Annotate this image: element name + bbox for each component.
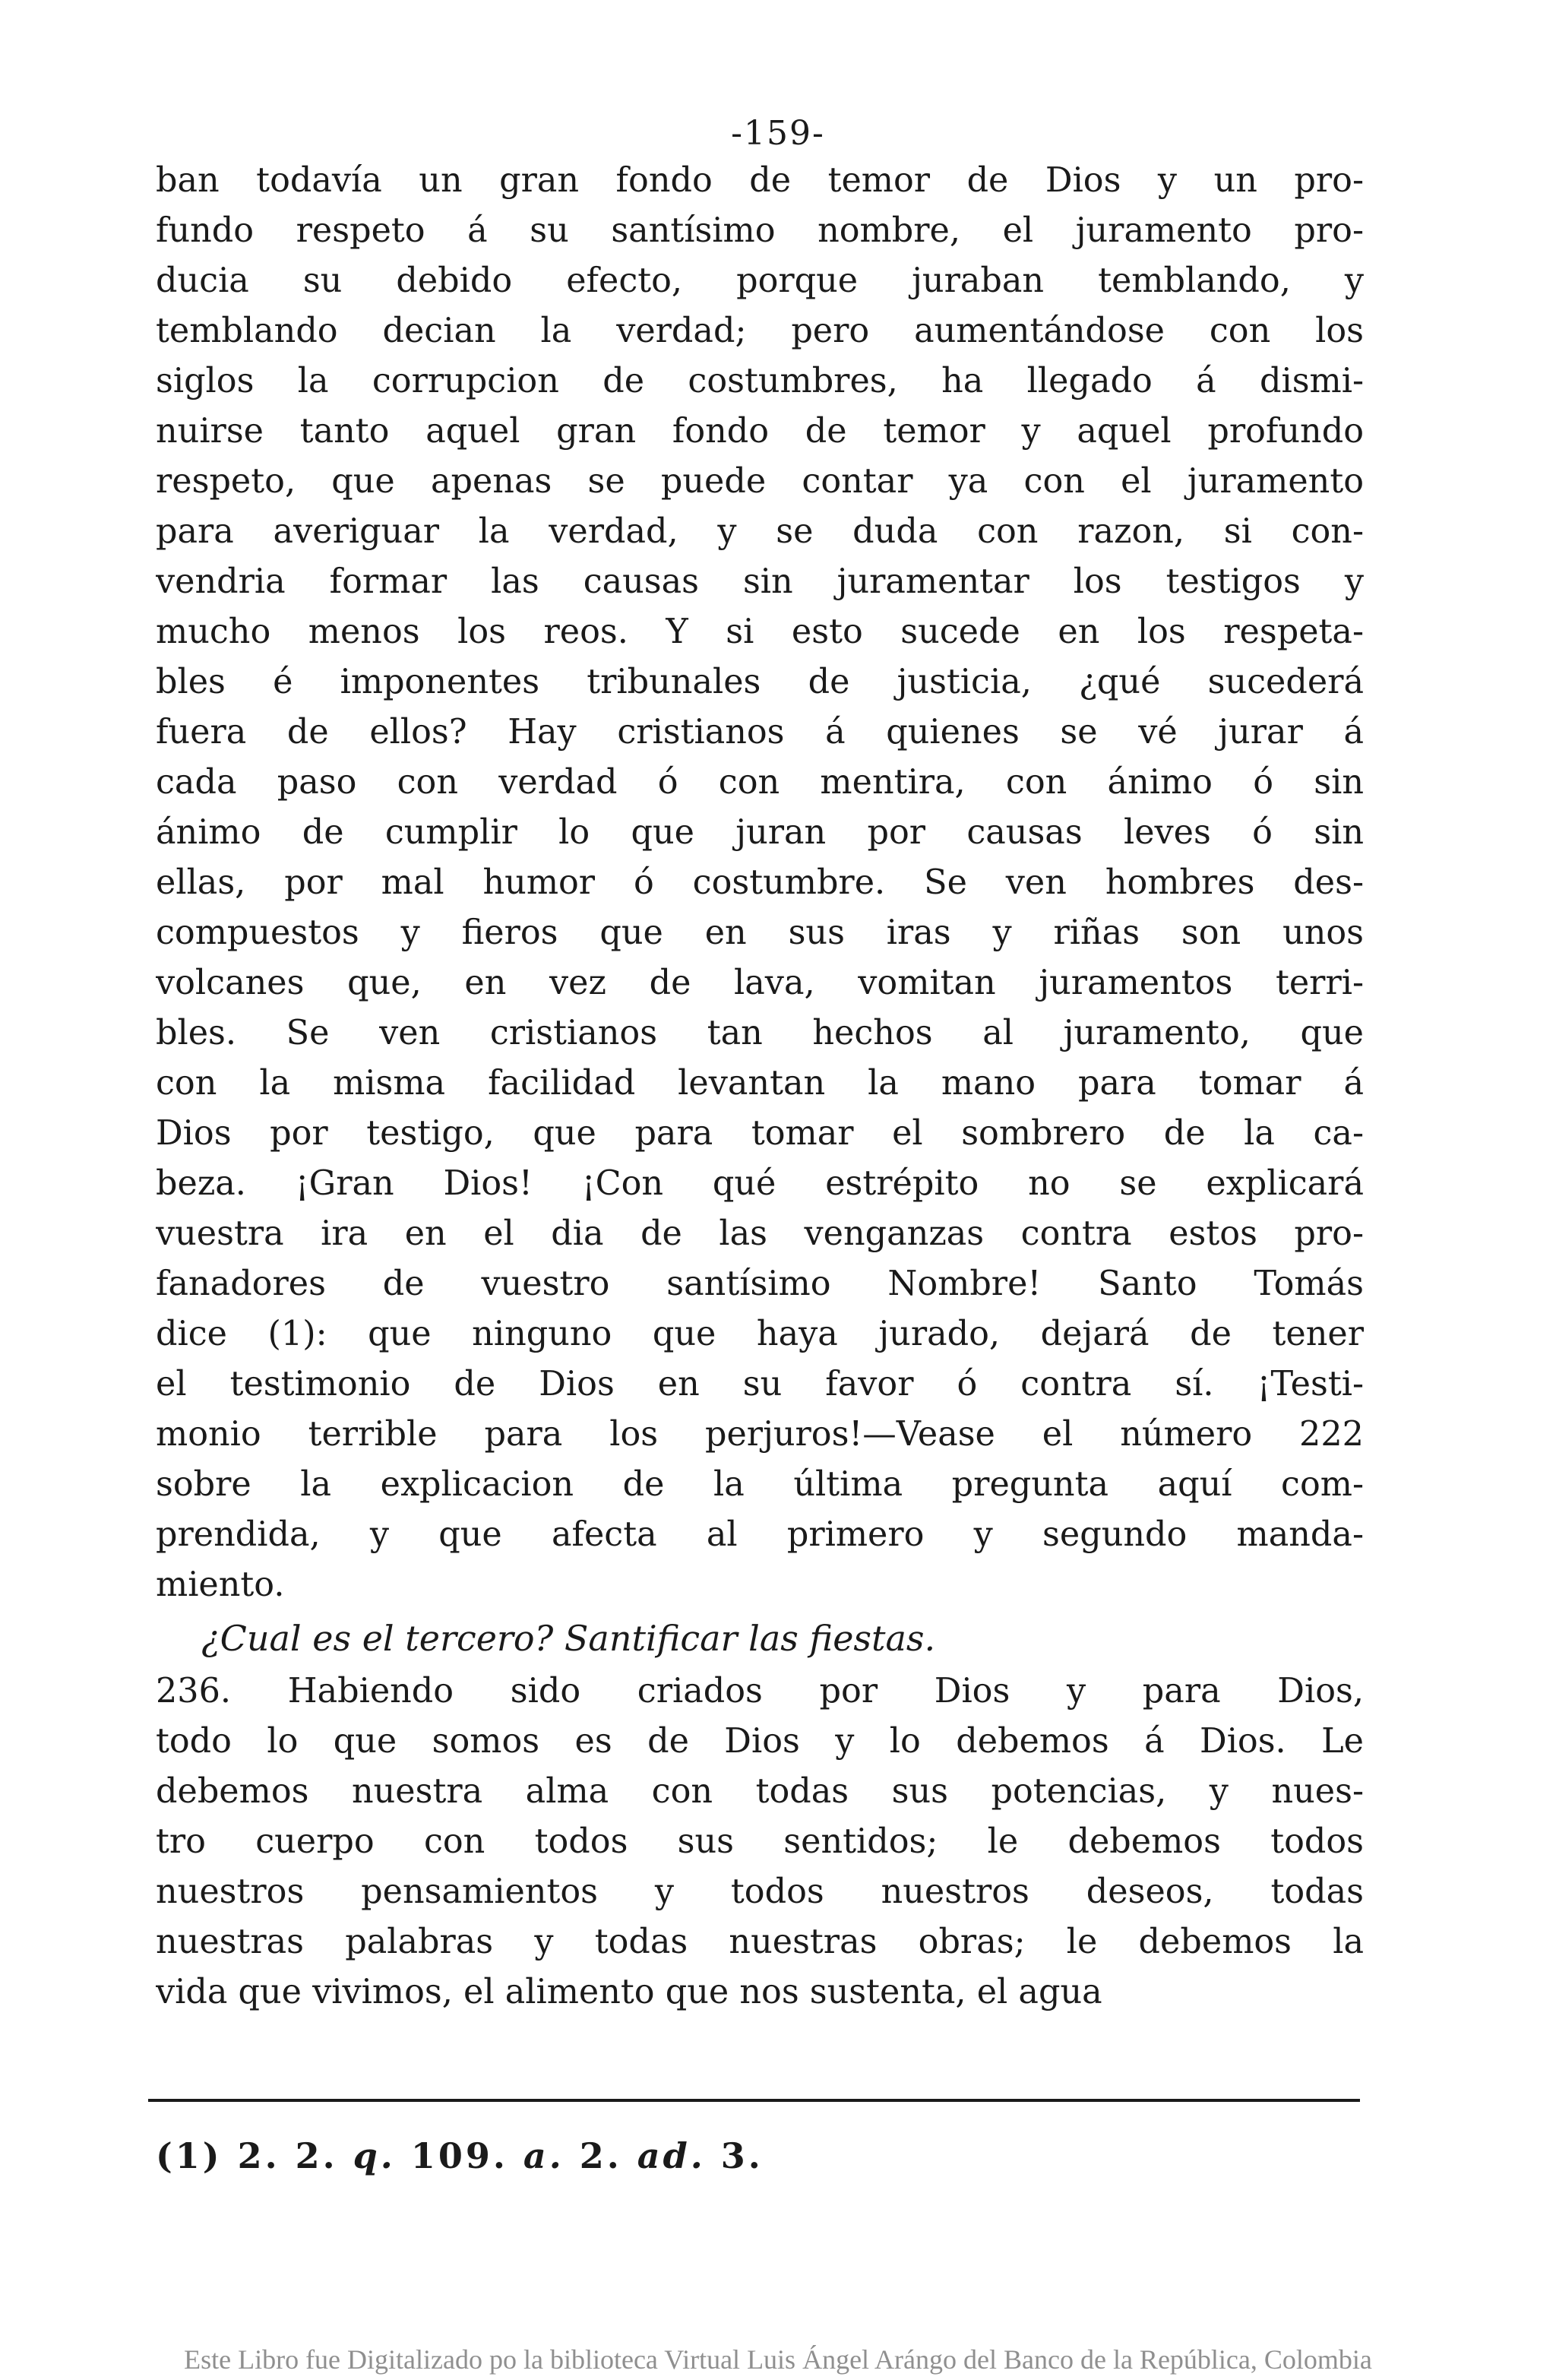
text-line: Dios por testigo, que para tomar el sombrero de la ca- bbox=[156, 1114, 1364, 1153]
footnote bbox=[156, 2135, 764, 2176]
text-line: miento. bbox=[156, 1565, 285, 1604]
text-line: prendida, y que afecta al primero y segundo manda- bbox=[156, 1515, 1364, 1554]
text-line: para averiguar la verdad, y se duda con razon, si con- bbox=[156, 512, 1364, 551]
text-line: nuestros pensamientos y todos nuestros deseos, todas bbox=[156, 1872, 1364, 1911]
footnote-ref: 3. bbox=[720, 2135, 764, 2176]
text-line: compuestos y fieros que en sus iras y riñas son unos bbox=[156, 913, 1364, 952]
text-line: tro cuerpo con todos sus sentidos; le debemos todos bbox=[156, 1822, 1364, 1861]
text-line: vida que vivimos, el alimento que nos sustenta, el agua bbox=[156, 1973, 1102, 2011]
footnote-ref: 109. bbox=[410, 2135, 508, 2176]
text-line: fuera de ellos? Hay cristianos á quienes se vé jurar á bbox=[156, 713, 1364, 752]
text-line: temblando decian la verdad; pero aumentándose con los bbox=[156, 312, 1364, 350]
text-line: siglos la corrupcion de costumbres, ha llegado á dismi- bbox=[156, 362, 1364, 400]
text-line: dice (1): que ninguno que haya jurado, dejará de tener bbox=[156, 1315, 1364, 1353]
text-line: vendria formar las causas sin juramentar los testigos y bbox=[156, 562, 1364, 601]
footnote-ref: 2. bbox=[579, 2135, 622, 2176]
text-line: bles. Se ven cristianos tan hechos al juramento, que bbox=[156, 1014, 1364, 1052]
text-line: vuestra ira en el dia de las venganzas contra estos pro- bbox=[156, 1214, 1364, 1253]
text-line: nuestras palabras y todas nuestras obras; le debemos la bbox=[156, 1923, 1364, 1961]
catechism-question: ¿Cual es el tercero? Santificar las fiestas. bbox=[201, 1618, 936, 1659]
footnote-ref: q. bbox=[353, 2135, 396, 2176]
footnote-divider bbox=[148, 2099, 1360, 2102]
text-line: ban todavía un gran fondo de temor de Dios y un pro- bbox=[156, 161, 1364, 200]
text-line: beza. ¡Gran Dios! ¡Con qué estrépito no se explicará bbox=[156, 1164, 1364, 1203]
text-line: con la misma facilidad levantan la mano para tomar á bbox=[156, 1064, 1364, 1103]
footnote-marker: (1) bbox=[156, 2135, 223, 2176]
text-line: bles é imponentes tribunales de justicia, ¿qué sucederá bbox=[156, 663, 1364, 701]
page-number: -159- bbox=[731, 114, 825, 153]
body-text bbox=[156, 156, 1364, 2018]
text-line: ducia su debido efecto, porque juraban temblando, y bbox=[156, 261, 1364, 300]
text-line: sobre la explicacion de la última pregunta aquí com- bbox=[156, 1465, 1364, 1504]
text-line: todo lo que somos es de Dios y lo debemos á Dios. Le bbox=[156, 1722, 1364, 1761]
text-line: ellas, por mal humor ó costumbre. Se ven hombres des- bbox=[156, 863, 1364, 902]
footnote-ref: a. bbox=[523, 2135, 565, 2176]
text-line: volcanes que, en vez de lava, vomitan juramentos terri- bbox=[156, 964, 1364, 1002]
text-line: monio terrible para los perjuros!—Vease el número 222 bbox=[156, 1415, 1364, 1454]
text-line: fanadores de vuestro santísimo Nombre! Santo Tomás bbox=[156, 1264, 1364, 1303]
text-line: debemos nuestra alma con todas sus potencias, y nues- bbox=[156, 1772, 1364, 1811]
numbered-paragraph-236 bbox=[156, 1666, 1364, 2018]
text-line: nuirse tanto aquel gran fondo de temor y aquel profundo bbox=[156, 412, 1364, 451]
text-line: el testimonio de Dios en su favor ó contra sí. ¡Testi- bbox=[156, 1365, 1364, 1404]
footnote-ref: ad. bbox=[637, 2135, 706, 2176]
text-line: fundo respeto á su santísimo nombre, el juramento pro- bbox=[156, 211, 1364, 250]
text-line: respeto, que apenas se puede contar ya con el juramento bbox=[156, 462, 1364, 501]
text-line: mucho menos los reos. Y si esto sucede en los respeta- bbox=[156, 612, 1364, 651]
body-paragraph bbox=[156, 156, 1364, 1610]
text-line: 236. Habiendo sido criados por Dios y para Dios, bbox=[156, 1672, 1364, 1711]
text-line: ánimo de cumplir lo que juran por causas leves ó sin bbox=[156, 813, 1364, 852]
text-line: cada paso con verdad ó con mentira, con ánimo ó sin bbox=[156, 763, 1364, 802]
footnote-ref: 2. 2. bbox=[237, 2135, 338, 2176]
digitization-credit: Este Libro fue Digitalizado po la biblioteca Virtual Luis Ángel Arángo del Banco de la República, Colombia bbox=[184, 2344, 1372, 2375]
